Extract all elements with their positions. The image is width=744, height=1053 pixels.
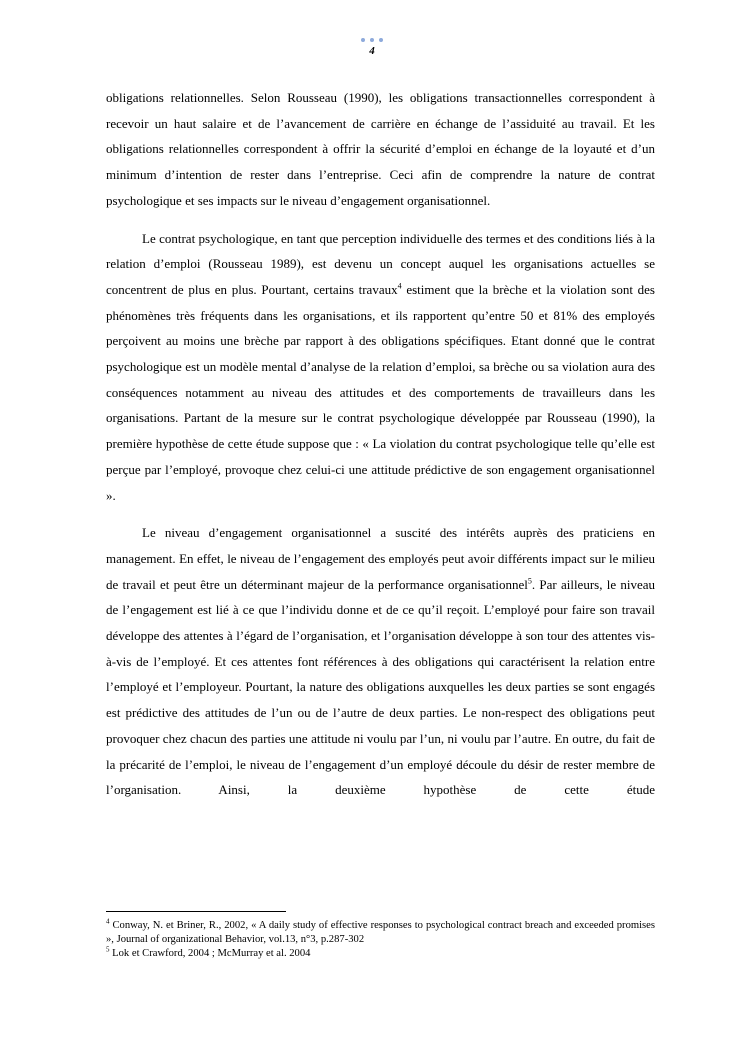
- footnotes: [106, 919, 655, 961]
- footnote-4: [106, 919, 655, 947]
- footnote-text: Conway, N. et Briner, R., 2002, « A daily study of effective responses to psychological contract breach and exceeded promises », Journal of organizational Behavior, vol.13, n°3, p.287-302: [106, 920, 655, 945]
- footnote-5: [106, 947, 655, 961]
- footnote-mark: 5: [106, 945, 110, 954]
- page-number: 4: [369, 45, 375, 57]
- footnote-ref-4[interactable]: 4: [397, 281, 402, 291]
- paragraph-3: [106, 520, 655, 803]
- dot-icon: [379, 38, 383, 42]
- dot-icon: [361, 38, 365, 42]
- footnote-text: Lok et Crawford, 2004 ; McMurray et al. 2004: [109, 948, 311, 959]
- paragraph-1: obligations relationnelles. Selon Rousseau (1990), les obligations transactionnelles correspondent à recevoir un haut salaire et de l’avancement de carrière en échange de l’assiduité au travail. Et les obligations relationnelles correspondent à offrir la sécurité d’emploi en échange de la loyauté et d’un minimum d’intention de rester dans l’entreprise. Ceci afin de comprendre la nature de contrat psychologique et ses impacts sur le niveau d’engagement organisationnel.: [106, 90, 655, 208]
- header-dots-decoration: [0, 38, 744, 44]
- dot-icon: [370, 38, 374, 42]
- body-text: [106, 85, 655, 803]
- paragraph-3-text-end: . Par ailleurs, le niveau de l’engagement est lié à ce que l’individu donne et de ce qu’il reçoit. L’employé pour faire son travail développe des attentes à l’égard de l’organisation, et l’organisation développe à son tour des attentes vis-à-vis de l’employé. Et ces attentes font références à des obligations qui caractérisent la relation entre l’employé et l’employeur. Pourtant, la nature des obligations auxquelles les deux parties se sont engagés est prédictive des attitudes de l’un ou de l’autre de deux parties. Le non-respect des obligations peut provoquer chez chacun des parties une attitude ni voulu par l’un, ni voulu par l’autre. En outre, du fait de la précarité de l’emploi, le niveau de l’engagement d’un employé découle du désir de rester membre de l’organisation. Ainsi, la deuxième hypothèse de cette étude: [106, 576, 655, 798]
- footnote-ref-5[interactable]: 5: [527, 576, 532, 586]
- paragraph-2-text-end: estiment que la brèche et la violation sont des phénomènes très fréquents dans les organisations, et ils rapportent qu’entre 50 et 81% des employés perçoivent au moins une brèche par rapport à des obligations spécifiques. Etant donné que le contrat psychologique est un modèle mental d’analyse de la relation d’emploi, sa brèche ou sa violation aura des conséquences notamment au niveau des attitudes et des comportements de travailleurs dans les organisations. Partant de la mesure sur le contrat psychologique développée par Rousseau (1990), la première hypothèse de cette étude suppose que : « La violation du contrat psychologique telle qu’elle est perçue par l’employé, provoque chez celui-ci une attitude prédictive de son engagement organisationnel ».: [106, 281, 655, 503]
- paragraph-3-text-start: Le niveau d’engagement organisationnel a suscité des intérêts auprès des praticiens en management. En effet, le niveau de l’engagement des employés peut avoir différents impact sur le milieu de travail et peut être un déterminant majeur de la performance organisationnel: [106, 525, 655, 592]
- page-header: [0, 38, 744, 57]
- footnote-separator: [106, 911, 286, 912]
- footnote-mark: 4: [106, 917, 110, 926]
- paragraph-2-text-start: Le contrat psychologique, en tant que perception individuelle des termes et des conditions liés à la relation d’emploi (Rousseau 1989), est devenu un concept auquel les organisations actuelles se concentrent de plus en plus. Pourtant, certains travaux: [106, 230, 655, 297]
- paragraph-2: [106, 226, 655, 509]
